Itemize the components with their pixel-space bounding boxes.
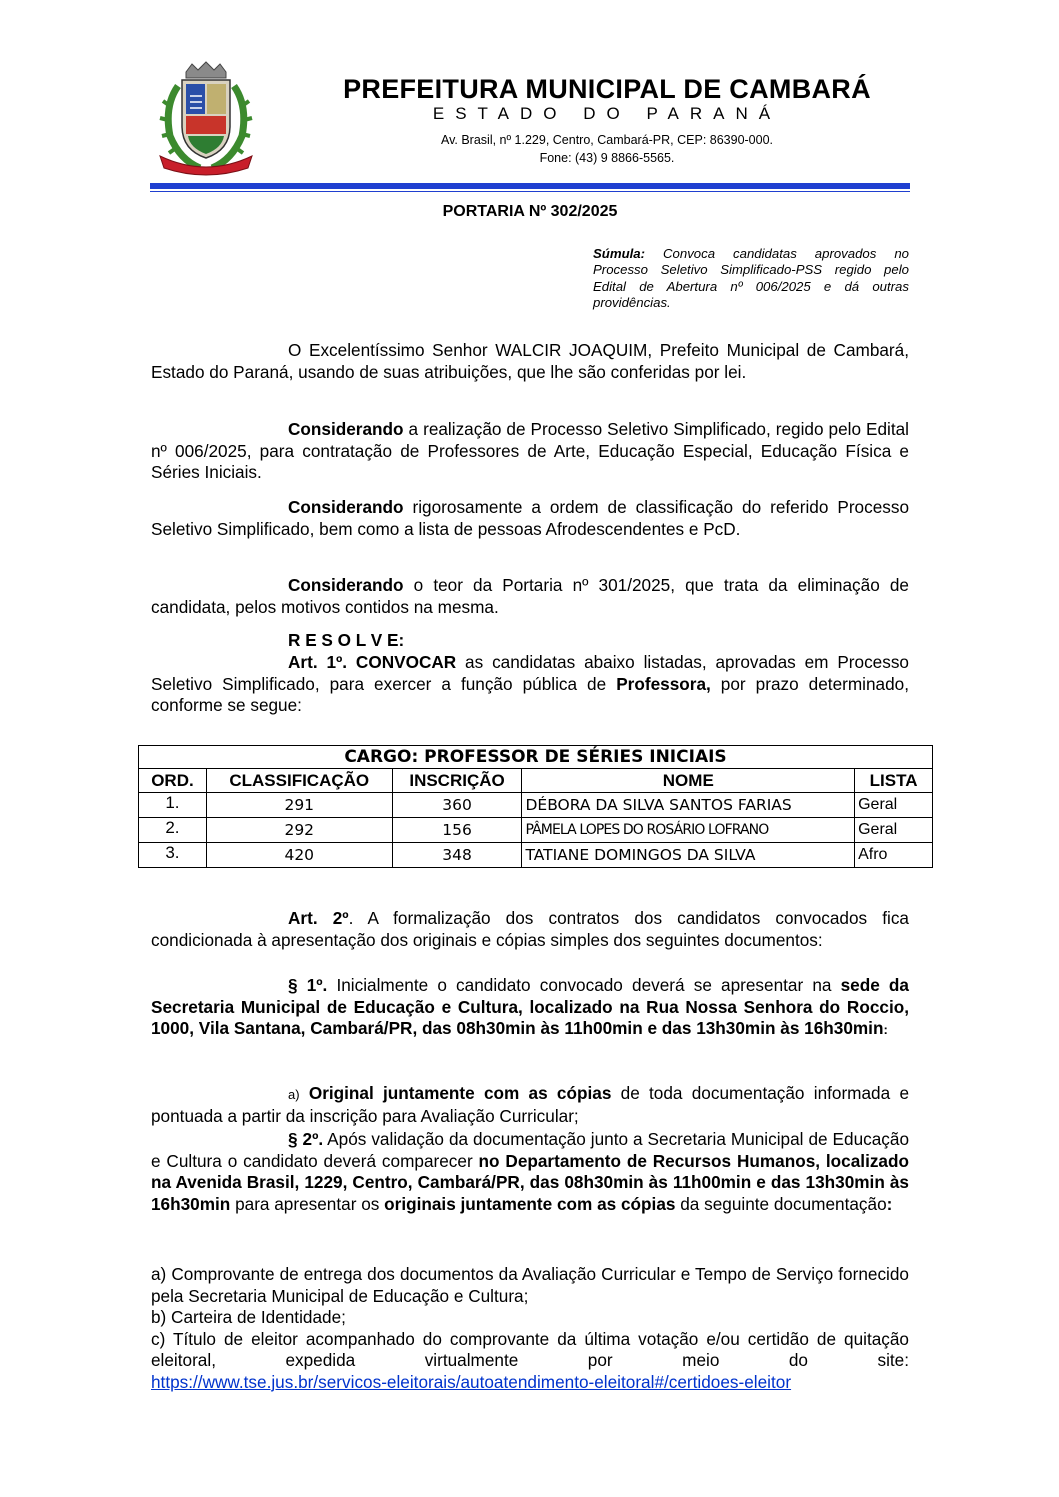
state-subtitle: ESTADO DO PARANÁ: [432, 104, 782, 123]
doc-item-b: b) Carteira de Identidade;: [151, 1307, 346, 1327]
par2-text2: para apresentar os: [230, 1193, 385, 1214]
column-header: ORD.: [139, 769, 207, 793]
column-header: INSCRIÇÃO: [392, 769, 522, 793]
doc-item-c: c) Título de eleitor acompanhado do comprovante da última votação e/ou certidão de quitação eleitoral, expedida virtualmente por meio do site:: [151, 1328, 909, 1370]
column-header: NOME: [522, 769, 855, 793]
cell-nome: DÉBORA DA SILVA SANTOS FARIAS: [522, 793, 855, 818]
art1-role: Professora,: [616, 673, 711, 694]
par2-bold: no Departamento de Recursos Humanos, localizado na Avenida Brasil, 1229, Centro, Cambará/PR, das 08h30min às 11h00min e das 13h30min às 16h30min: [151, 1150, 909, 1214]
cell-lista: Geral: [855, 793, 933, 818]
par2-text: Após validação da documentação junto a Secretaria Municipal de Educação e Cultura o candidato deverá comparecer: [151, 1129, 909, 1171]
resolve-label: R E S O L V E:: [288, 630, 405, 650]
art1-label: Art. 1º.: [288, 652, 348, 672]
considerando-3: [151, 575, 909, 618]
cell-inscricao: 360: [392, 793, 522, 818]
resolve-heading: [151, 630, 909, 652]
sumula-block: [593, 246, 909, 311]
considerando-label: Considerando: [288, 575, 404, 595]
par2-bold2: originais juntamente com as cópias: [384, 1193, 676, 1214]
tse-certificate-link[interactable]: https://www.tse.jus.br/servicos-eleitorais/autoatendimento-eleitoral#/certidoes-eleitor: [151, 1371, 792, 1392]
table-caption: CARGO: PROFESSOR DE SÉRIES INICIAIS: [139, 746, 933, 769]
par2-end: :: [886, 1193, 893, 1214]
paragraph-1: [151, 975, 909, 1041]
paragraph-2: [151, 1129, 909, 1215]
considerando-1: [151, 419, 909, 484]
par2-text3: da seguinte documentação: [675, 1193, 887, 1214]
table-header-row: [139, 769, 933, 793]
item-a-letter: a): [288, 1087, 300, 1102]
cell-classificacao: 292: [206, 818, 392, 843]
column-header: CLASSIFICAÇÃO: [206, 769, 392, 793]
intro-paragraph: [151, 340, 909, 383]
cell-inscricao: 156: [392, 818, 522, 843]
candidates-table: [138, 745, 933, 868]
considerando-label: Considerando: [288, 419, 404, 439]
doc-list: [151, 1264, 909, 1393]
considerando-text: o teor da Portaria nº 301/2025, que trata da eliminação de candidata, pelos motivos contidos na mesma.: [151, 575, 909, 617]
column-header: LISTA: [855, 769, 933, 793]
table-row: [139, 818, 933, 843]
par1-label: § 1º.: [288, 975, 328, 995]
header-divider: [150, 183, 910, 189]
art1-text2: por prazo determinado, conforme se segue:: [151, 673, 909, 715]
article-1: [151, 652, 909, 717]
city-hall-title: PREFEITURA MUNICIPAL DE CAMBARÁ: [343, 74, 871, 104]
cell-nome: PÂMELA LOPES DO ROSÁRIO LOFRANO: [522, 818, 855, 843]
sumula-label: Súmula:: [593, 246, 646, 261]
considerando-text: rigorosamente a ordem de classificação do referido Processo Seletivo Simplificado, bem como a lista de pessoas Afrodescendentes e PcD.: [151, 497, 909, 539]
item-a-text: de toda documentação informada e pontuada a partir da inscrição para Avaliação Curricular;: [151, 1083, 909, 1126]
item-a: [151, 1083, 909, 1127]
phone-line: Fone: (43) 9 8866-5565.: [539, 151, 675, 165]
cell-ord: 2.: [139, 818, 207, 843]
considerando-text: a realização de Processo Seletivo Simplificado, regido pelo Edital nº 006/2025, para contratação de Professores de Arte, Educação Especial, Educação Física e Séries Iniciais.: [151, 419, 909, 482]
doc-item-a: a) Comprovante de entrega dos documentos da Avaliação Curricular e Tempo de Serviço fornecido pela Secretaria Municipal de Educação e Cultura;: [151, 1264, 909, 1306]
item-a-bold: Original juntamente com as cópias: [299, 1083, 612, 1103]
par2-label: § 2º.: [288, 1129, 324, 1149]
cell-ord: 1.: [139, 793, 207, 818]
par1-text: Inicialmente o candidato convocado deverá se apresentar na: [327, 975, 841, 995]
sumula-text: Convoca candidatas aprovados no Processo Seletivo Simplificado-PSS regido pelo Edital de Abertura nº 006/2025 e dá outras providências.: [593, 246, 909, 310]
cell-lista: Geral: [855, 818, 933, 843]
considerando-label: Considerando: [288, 497, 404, 517]
art2-label: Art. 2º: [288, 908, 349, 928]
cell-lista: Afro: [855, 843, 933, 868]
header-divider-thin: [150, 191, 910, 192]
cell-classificacao: 420: [206, 843, 392, 868]
cell-inscricao: 348: [392, 843, 522, 868]
intro-text: O Excelentíssimo Senhor WALCIR JOAQUIM, Prefeito Municipal de Cambará, Estado do Paraná, usando de suas atribuições, que lhe são conferidas por lei.: [151, 340, 909, 382]
portaria-number: PORTARIA Nº 302/2025: [442, 203, 618, 220]
article-2: [151, 908, 909, 951]
art1-text: as candidatas abaixo listadas, aprovadas em Processo Seletivo Simplificado, para exercer a função pública de: [151, 652, 909, 694]
par1-end: :: [883, 1022, 888, 1037]
considerando-2: [151, 497, 909, 540]
table-row: [139, 793, 933, 818]
address-line: Av. Brasil, nº 1.229, Centro, Cambará-PR, CEP: 86390-000.: [440, 133, 774, 147]
art1-convocar: CONVOCAR: [347, 652, 457, 672]
table-row: [139, 843, 933, 868]
cell-ord: 3.: [139, 843, 207, 868]
cell-nome: TATIANE DOMINGOS DA SILVA: [522, 843, 855, 868]
municipal-coat-of-arms-icon: [150, 60, 262, 178]
cell-classificacao: 291: [206, 793, 392, 818]
art2-text: . A formalização dos contratos dos candidatos convocados fica condicionada à apresentação dos originais e cópias simples dos seguintes documentos:: [151, 908, 909, 950]
par1-bold: sede da Secretaria Municipal de Educação e Cultura, localizado na Rua Nossa Senhora do Roccio, 1000, Vila Santana, Cambará/PR, das 08h30min às 11h00min e das 13h30min às 16h30min: [151, 975, 909, 1038]
